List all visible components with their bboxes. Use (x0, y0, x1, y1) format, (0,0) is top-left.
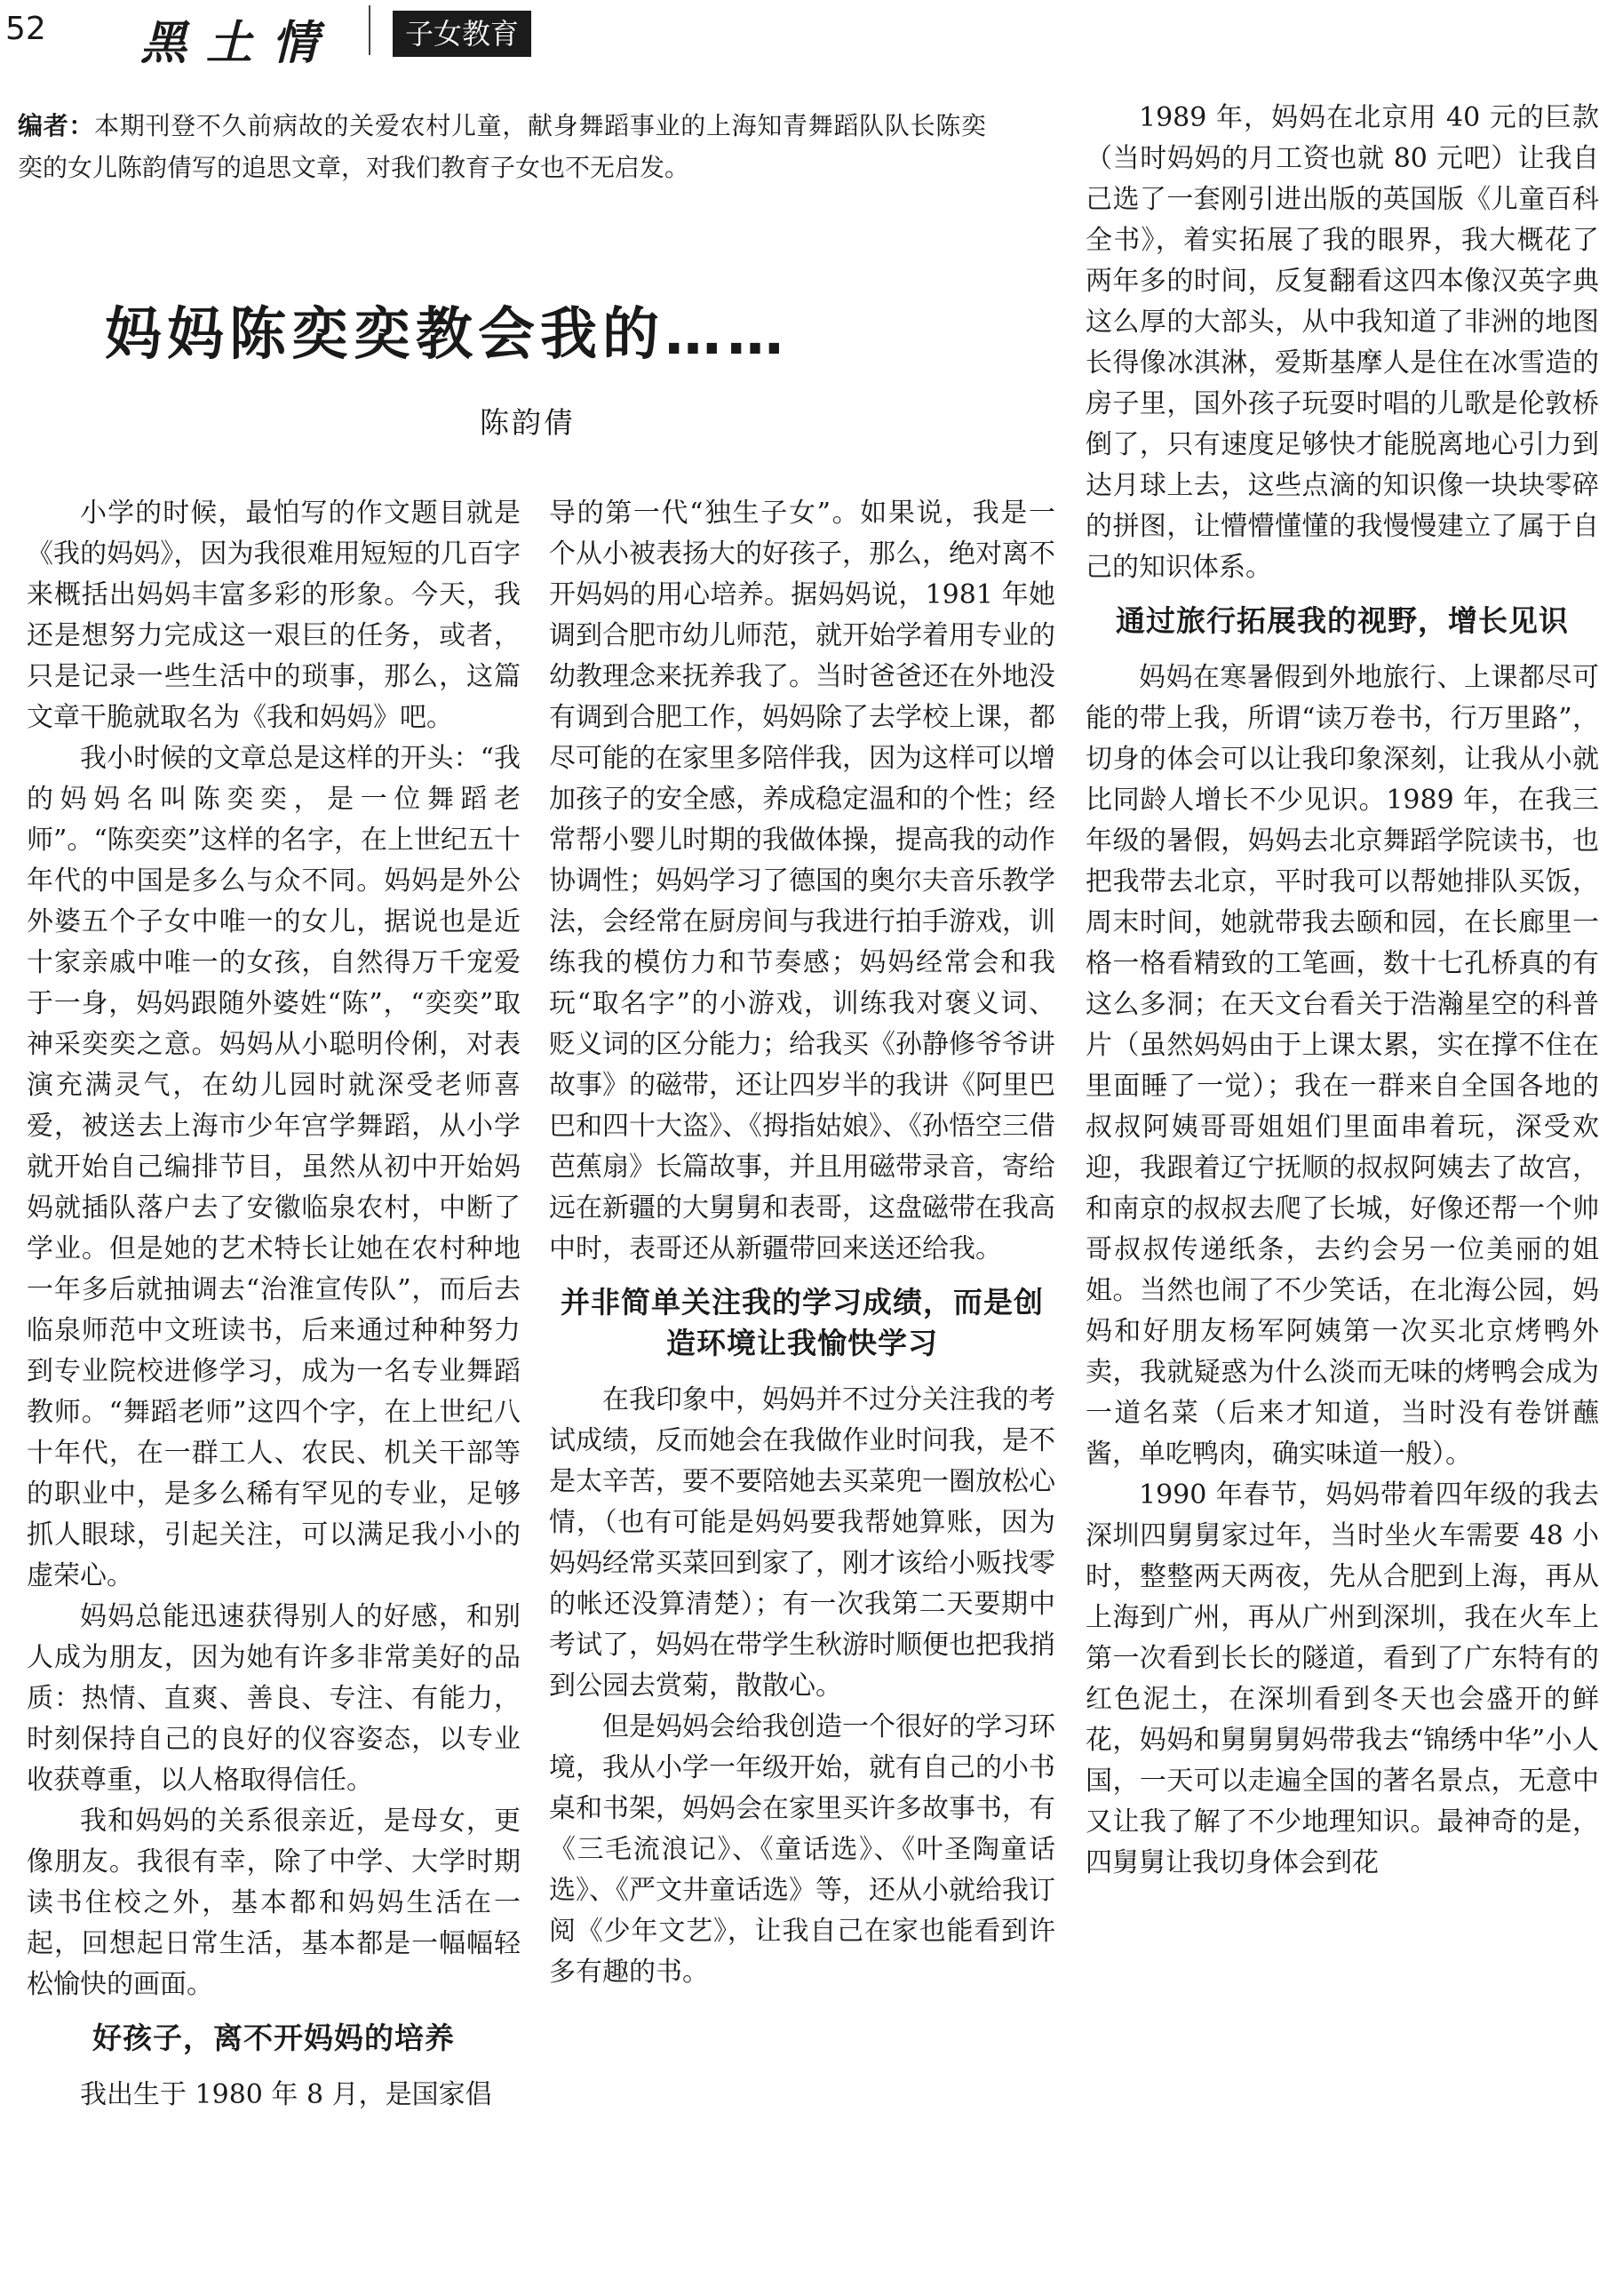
section-heading: 通过旅行拓展我的视野，增长见识 (1116, 603, 1569, 638)
magazine-logo: 黑土情 (140, 16, 338, 70)
editor-note (18, 105, 986, 188)
editor-note-text: 本期刊登不久前病故的关爱农村儿童，献身舞蹈事业的上海知青舞蹈队队长陈奕奕的女儿陈韵倩写的追思文章，对我们教育子女也不无启发。 (18, 111, 986, 182)
text-column-3 (1086, 98, 1599, 1884)
page-number: 52 (5, 11, 46, 47)
article-author: 陈韵倩 (480, 405, 576, 440)
page-header (0, 0, 1599, 71)
paragraph: 妈妈总能迅速获得别人的好感，和别人成为朋友，因为她有许多非常美好的品质：热情、直爽、善良、专注、有能力，时刻保持自己的良好的仪容姿态，以专业收获尊重，以人格取得信任。 (27, 1601, 521, 1796)
paragraph: 妈妈在寒暑假到外地旅行、上课都尽可能的带上我，所谓“读万卷书，行万里路”，切身的体会可以让我印象深刻，让我从小就比同龄人增长不少见识。1989 年，在我三年级的暑假，妈妈去北京舞蹈学院读书，也把我带去北京，平时我可以帮她排队买饭，周末时间，她就带我去颐和园，在长廊里一格一格看精致的工笔画，数十七孔桥真的有这么多洞；在天文台看关于浩瀚星空的科普片（虽然妈妈由于上课太累，实在撑不住在里面睡了一觉）；我在一群来自全国各地的叔叔阿姨哥哥姐姐们里面串着玩，深受欢迎，我跟着辽宁抚顺的叔叔阿姨去了故宫，和南京的叔叔去爬了长城，好像还帮一个帅哥叔叔传递纸条，去约会另一位美丽的姐姐。当然也闹了不少笑话，在北海公园，妈妈和好朋友杨军阿姨第一次买北京烤鸭外卖，我就疑惑为什么淡而无味的烤鸭会成为一道名菜（后来才知道，当时没有卷饼蘸酱，单吃鸭肉，确实味道一般）。 (1086, 662, 1599, 1470)
paragraph: 但是妈妈会给我创造一个很好的学习环境，我从小学一年级开始，就有自己的小书桌和书架，妈妈会在家里买许多故事书，有《三毛流浪记》、《童话选》、《叶圣陶童话选》、《严文井童话选》等，还从小就给我订阅《少年文艺》，让我自己在家也能看到许多有趣的书。 (549, 1711, 1055, 1988)
paragraph: 1990 年春节，妈妈带着四年级的我去深圳四舅舅家过年，当时坐火车需要 48 小时，整整两天两夜，先从合肥到上海，再从上海到广州，再从广州到深圳，我在火车上第一次看到长长的隧道，看到了广东特有的红色泥土，在深圳看到冬天也会盛开的鲜花，妈妈和舅舅舅妈带我去“锦绣中华”小人国，一天可以走遍全国的著名景点，无意中又让我了解了不少地理知识。最神奇的是，四舅舅让我切身体会到花 (1086, 1479, 1599, 1878)
paragraph-continued: 导的第一代“独生子女”。如果说，我是一个从小被表扬大的好孩子，那么，绝对离不开妈妈的用心培养。据妈妈说，1981 年她调到合肥市幼儿师范，就开始学着用专业的幼教理念来抚养我了。当时爸爸还在外地没有调到合肥工作，妈妈除了去学校上课，都尽可能的在家里多陪伴我，因为这样可以增加孩子的安全感，养成稳定温和的个性；经常帮小婴儿时期的我做体操，提高我的动作协调性；妈妈学习了德国的奥尔夫音乐教学法，会经常在厨房间与我进行拍手游戏，训练我的模仿力和节奏感；妈妈经常会和我玩“取名字”的小游戏，训练我对褒义词、贬义词的区分能力；给我买《孙静修爷爷讲故事》的磁带，还让四岁半的我讲《阿里巴巴和四十大盗》、《拇指姑娘》、《孙悟空三借芭蕉扇》长篇故事，并且用磁带录音，寄给远在新疆的大舅舅和表哥，这盘磁带在我高中时，表哥还从新疆带回来送还给我。 (549, 498, 1055, 1264)
paragraph: 1989 年，妈妈在北京用 40 元的巨款（当时妈妈的月工资也就 80 元吧）让我自己选了一套刚引进出版的英国版《儿童百科全书》，着实拓展了我的眼界，我大概花了两年多的时间，反复翻看这四本像汉英字典这么厚的大部头，从中我知道了非洲的地图长得像冰淇淋，爱斯基摩人是住在冰雪造的房子里，国外孩子玩耍时唱的儿歌是伦敦桥倒了，只有速度足够快才能脱离地心引力到达月球上去，这些点滴的知识像一块块零碎的拼图，让懵懵懂懂的我慢慢建立了属于自己的知识体系。 (1086, 102, 1599, 583)
paragraph: 我小时候的文章总是这样的开头：“我的妈妈名叫陈奕奕，是一位舞蹈老师”。“陈奕奕”这样的名字，在上世纪五十年代的中国是多么与众不同。妈妈是外公外婆五个子女中唯一的女儿，据说也是近十家亲戚中唯一的女孩，自然得万千宠爱于一身，妈妈跟随外婆姓“陈”，“奕奕”取神采奕奕之意。妈妈从小聪明伶俐，对表演充满灵气，在幼儿园时就深受老师喜爱，被送去上海市少年宫学舞蹈，从小学就开始自己编排节目，虽然从初中开始妈妈就插队落户去了安徽临泉农村，中断了学业。但是她的艺术特长让她在农村种地一年多后就抽调去“治淮宣传队”，而后去临泉师范中文班读书，后来通过种种努力到专业院校进修学习，成为一名专业舞蹈教师。“舞蹈老师”这四个字，在上世纪八十年代，在一群工人、农民、机关干部等的职业中，是多么稀有罕见的专业，足够抓人眼球，引起关注，可以满足我小小的虚荣心。 (27, 743, 521, 1591)
paragraph: 我和妈妈的关系很亲近，是母女，更像朋友。我很有幸，除了中学、大学时期读书住校之外，基本都和妈妈生活在一起，回想起日常生活，基本都是一幅幅轻松愉快的画面。 (27, 1806, 521, 2000)
section-tag: 子女教育 (393, 11, 531, 57)
article-title: 妈妈陈奕奕教会我的…… (105, 302, 789, 368)
editor-note-label: 编者： (18, 111, 95, 140)
header-divider (369, 5, 370, 55)
paragraph: 在我印象中，妈妈并不过分关注我的考试成绩，反而她会在我做作业时问我，是不是太辛苦，要不要陪她去买菜兜一圈放松心情，（也有可能是妈妈要我帮她算账，因为妈妈经常买菜回到家了，刚才该给小贩找零的帐还没算清楚）；有一次我第二天要期中考试了，妈妈在带学生秋游时顺便也把我捎到公园去赏菊，散散心。 (549, 1384, 1055, 1702)
paragraph: 我出生于 1980 年 8 月，是国家倡 (80, 2079, 492, 2110)
paragraph: 小学的时候，最怕写的作文题目就是《我的妈妈》，因为我很难用短短的几百字来概括出妈妈丰富多彩的形象。今天，我还是想努力完成这一艰巨的任务，或者，只是记录一些生活中的琐事，那么，这篇文章干脆就取名为《我和妈妈》吧。 (27, 498, 521, 733)
text-column-2 (549, 493, 1055, 1993)
section-heading: 并非简单关注我的学习成绩，而是创造环境让我愉快学习 (561, 1285, 1044, 1360)
text-column-1 (27, 493, 521, 2116)
section-heading: 好孩子，离不开妈妈的培养 (92, 2021, 455, 2055)
